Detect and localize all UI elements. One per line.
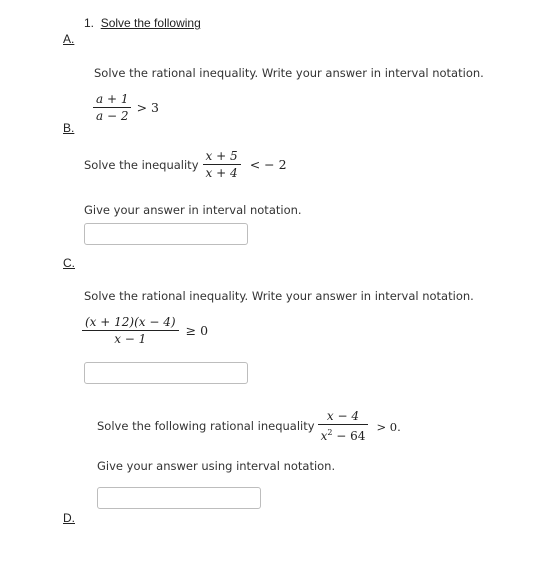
problem-heading [84, 16, 201, 30]
section-b-answer-input[interactable] [84, 223, 248, 245]
section-c2-denominator-exponent: 2 [327, 428, 333, 437]
section-c2-answer-prompt: Give your answer using interval notation. [97, 459, 336, 473]
section-c2-denominator-base: x [320, 429, 328, 443]
section-a-fraction [93, 91, 131, 124]
section-c2-relation: > 0. [376, 419, 401, 434]
section-a-numerator: a + 1 [96, 92, 129, 106]
section-b-prompt: Solve the inequality [84, 157, 199, 172]
section-c2-expression [318, 408, 401, 444]
section-c2-prompt: Solve the following rational inequality [97, 419, 315, 433]
section-letter-c: C. [63, 256, 75, 270]
section-c2-fraction [318, 408, 369, 444]
section-c-relation: ≥ 0 [185, 323, 209, 338]
section-letter-b: B. [63, 121, 75, 135]
section-b-relation: < − 2 [249, 157, 287, 172]
section-b-fraction [203, 148, 241, 181]
section-c-answer-input[interactable] [84, 362, 248, 384]
section-a-denominator: a − 2 [96, 109, 129, 123]
section-a-relation: > 3 [136, 100, 159, 115]
section-c-denominator: x − 1 [114, 332, 147, 346]
section-letter-d: D. [63, 511, 75, 525]
section-a-prompt: Solve the rational inequality. Write your answer in interval notation. [94, 66, 484, 80]
section-b-question [84, 148, 287, 181]
section-c-numerator: (x + 12)(x − 4) [85, 315, 176, 329]
section-c2-question [97, 408, 401, 444]
section-letter-a: A. [63, 32, 75, 46]
section-a-expression [93, 91, 159, 124]
section-c2-denominator-rest: − 64 [332, 429, 366, 443]
section-c2-answer-input[interactable] [97, 487, 261, 509]
section-b-expression [203, 148, 287, 181]
section-c-expression [82, 314, 208, 347]
problem-title: Solve the following [100, 16, 201, 30]
section-c2-numerator: x − 4 [326, 409, 360, 423]
section-c-prompt: Solve the rational inequality. Write your answer in interval notation. [84, 289, 474, 303]
section-c2-denominator [318, 425, 369, 444]
section-c-fraction [82, 314, 179, 347]
section-b-answer-prompt: Give your answer in interval notation. [84, 203, 302, 217]
section-b-denominator: x + 4 [205, 166, 238, 180]
section-b-numerator: x + 5 [205, 149, 238, 163]
problem-number: 1. [84, 16, 95, 30]
